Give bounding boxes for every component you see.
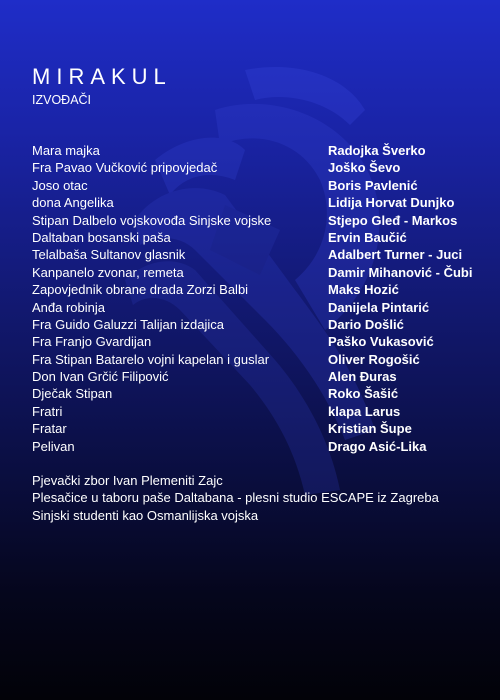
cast-actor: Adalbert Turner - Juci — [328, 247, 463, 263]
cast-actor: Stjepo Gleđ - Markos — [328, 212, 458, 228]
cast-row — [32, 142, 492, 159]
cast-role: Daltaban bosanski paša — [32, 229, 171, 245]
cast-actor: Oliver Rogošić — [328, 351, 420, 367]
cast-row — [32, 368, 492, 385]
cast-actor: Dario Došlić — [328, 316, 404, 332]
cast-row — [32, 264, 492, 281]
cast-actor: Ervin Baučić — [328, 229, 407, 245]
cast-role: Fra Guido Galuzzi Talijan izdajica — [32, 316, 224, 332]
cast-role: Fratar — [32, 421, 67, 437]
cast-actor: Radojka Šverko — [328, 143, 426, 158]
cast-role: Pelivan — [32, 438, 75, 454]
cast-row — [32, 420, 492, 437]
cast-role: Fratri — [32, 403, 63, 419]
credit-line-choir: Pjevački zbor Ivan Plemeniti Zajc — [32, 473, 223, 488]
cast-row — [32, 438, 492, 455]
page-title: MIRAKUL — [32, 64, 172, 89]
cast-actor: Roko Šašić — [328, 386, 399, 402]
cast-role: Fra Stipan Batarelo vojni kapelan i guslar — [32, 351, 270, 367]
cast-role: Stipan Dalbelo vojskovođa Sinjske vojske — [32, 212, 272, 228]
cast-actor: Lidija Horvat Dunjko — [328, 195, 455, 211]
cast-role: Zapovjednik obrane drada Zorzi Balbi — [32, 282, 249, 298]
cast-list — [32, 142, 492, 455]
cast-actor: Kristian Šupe — [328, 421, 412, 437]
credit-line-army: Sinjski studenti kao Osmanlijska vojska — [32, 507, 259, 523]
cast-role: Telalbaša Sultanov glasnik — [32, 247, 186, 263]
cast-row — [32, 281, 492, 298]
cast-role: Anđa robinja — [32, 299, 105, 315]
cast-actor: Maks Hozić — [328, 282, 399, 298]
cast-row — [32, 194, 492, 211]
cast-row — [32, 403, 492, 420]
cast-actor: Alen Đuras — [328, 369, 397, 385]
cast-row — [32, 246, 492, 263]
cast-actor: Damir Mihanović - Čubi — [328, 264, 473, 280]
cast-role: Fra Franjo Gvardijan — [32, 334, 152, 350]
cast-role: Don Ivan Grčić Filipović — [32, 369, 169, 385]
cast-role: Mara majka — [32, 143, 100, 158]
page-subtitle: IZVOĐAČI — [32, 93, 92, 107]
cast-row — [32, 333, 492, 350]
credit-line-dancers: Plesačice u taboru paše Daltabana - plesni studio ESCAPE iz Zagreba — [32, 490, 439, 506]
cast-actor: Paško Vukasović — [328, 334, 434, 350]
cast-actor: Boris Pavlenić — [328, 177, 418, 193]
cast-role: Joso otac — [32, 177, 88, 193]
cast-row — [32, 299, 492, 316]
cast-row — [32, 351, 492, 368]
cast-row — [32, 316, 492, 333]
cast-role: Dječak Stipan — [32, 386, 113, 402]
ensemble-credits — [32, 472, 492, 524]
cast-row — [32, 159, 492, 176]
cast-row — [32, 177, 492, 194]
cast-role: Kanpanelo zvonar, remeta — [32, 264, 184, 280]
cast-role: dona Angelika — [32, 195, 114, 211]
cast-row — [32, 212, 492, 229]
cast-row — [32, 385, 492, 402]
cast-actor: klapa Larus — [328, 403, 401, 419]
cast-actor: Joško Ševo — [328, 160, 401, 176]
cast-actor: Danijela Pintarić — [328, 299, 430, 315]
cast-row — [32, 229, 492, 246]
cast-actor: Drago Asić-Lika — [328, 438, 427, 454]
cast-role: Fra Pavao Vučković pripovjedač — [32, 160, 218, 176]
